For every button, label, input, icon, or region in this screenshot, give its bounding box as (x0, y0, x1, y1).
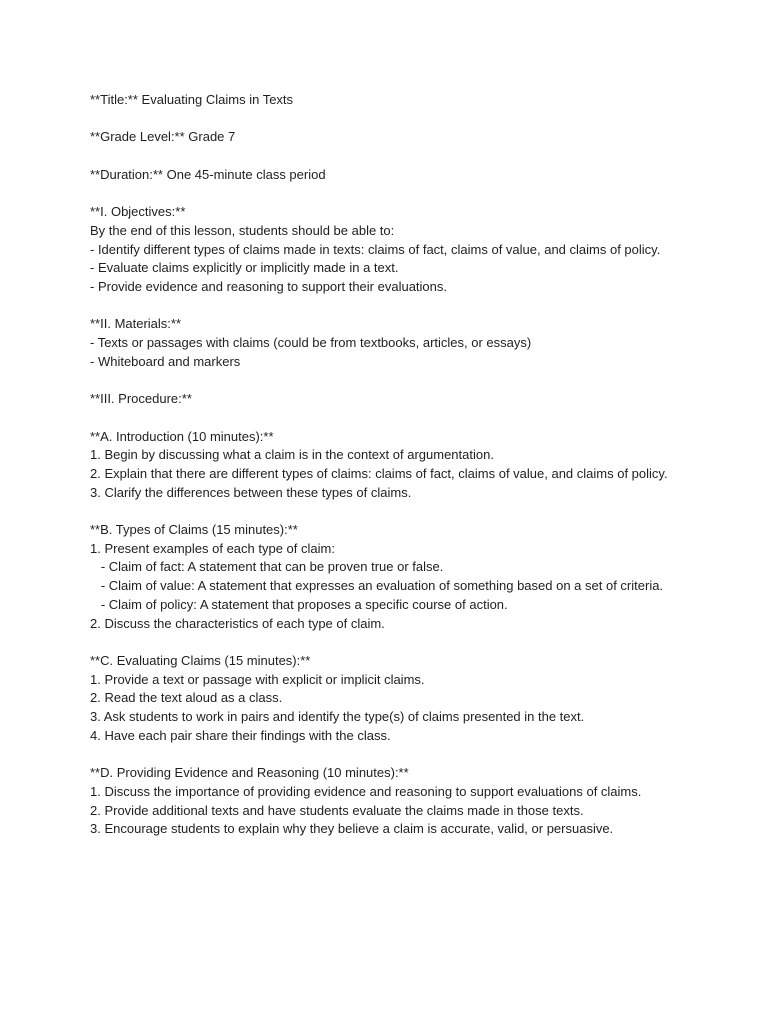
spacer (90, 502, 700, 521)
procedure-step: 1. Discuss the importance of providing evidence and reasoning to support evaluations of claims. (90, 783, 642, 799)
procedure-step: - Claim of value: A statement that expresses an evaluation of something based on a set of criteria. (90, 578, 664, 594)
grade-level-line: **Grade Level:** Grade 7 (90, 129, 236, 145)
spacer (90, 745, 700, 764)
duration-line: **Duration:** One 45-minute class period (90, 166, 326, 182)
procedure-step: 1. Begin by discussing what a claim is in the context of argumentation. (90, 447, 494, 463)
procedure-step: 2. Explain that there are different types of claims: claims of fact, claims of value, and claims of policy. (90, 465, 668, 481)
section-b-heading: **B. Types of Claims (15 minutes):** (90, 522, 298, 538)
material-item: - Texts or passages with claims (could be from textbooks, articles, or essays) (90, 335, 532, 351)
procedure-section-b (90, 521, 700, 633)
spacer (90, 110, 700, 129)
materials-heading: **II. Materials:** (90, 316, 182, 332)
procedure-step: 2. Provide additional texts and have students evaluate the claims made in those texts. (90, 802, 584, 818)
spacer (90, 371, 700, 390)
procedure-step: - Claim of policy: A statement that proposes a specific course of action. (90, 596, 508, 612)
procedure-step: 3. Ask students to work in pairs and identify the type(s) of claims presented in the text. (90, 709, 585, 725)
spacer (90, 147, 700, 166)
procedure-section-a (90, 428, 700, 503)
objective-item: - Identify different types of claims made in texts: claims of fact, claims of value, and claims of policy. (90, 241, 661, 257)
procedure-section-c (90, 652, 700, 746)
procedure-step: 3. Encourage students to explain why they believe a claim is accurate, valid, or persuasive. (90, 821, 614, 837)
objectives-section (90, 203, 700, 297)
section-c-heading: **C. Evaluating Claims (15 minutes):** (90, 652, 311, 668)
spacer (90, 184, 700, 203)
objective-item: - Evaluate claims explicitly or implicitly made in a text. (90, 260, 399, 276)
title-line: **Title:** Evaluating Claims in Texts (90, 92, 294, 107)
section-a-heading: **A. Introduction (10 minutes):** (90, 428, 274, 444)
lesson-plan-document (90, 91, 700, 839)
procedure-section-d (90, 764, 700, 839)
procedure-step: 2. Discuss the characteristics of each type of claim. (90, 615, 385, 631)
objectives-heading: **I. Objectives:** (90, 204, 186, 220)
procedure-step: 4. Have each pair share their findings with the class. (90, 727, 391, 743)
spacer (90, 633, 700, 652)
procedure-step: 1. Provide a text or passage with explicit or implicit claims. (90, 671, 425, 687)
procedure-step: - Claim of fact: A statement that can be proven true or false. (90, 559, 444, 575)
objective-item: - Provide evidence and reasoning to support their evaluations. (90, 278, 447, 294)
material-item: - Whiteboard and markers (90, 353, 241, 369)
procedure-step: 3. Clarify the differences between these types of claims. (90, 484, 412, 500)
section-d-heading: **D. Providing Evidence and Reasoning (10 minutes):** (90, 765, 409, 781)
spacer (90, 409, 700, 428)
procedure-heading: **III. Procedure:** (90, 391, 192, 407)
spacer (90, 297, 700, 316)
objectives-intro: By the end of this lesson, students should be able to: (90, 222, 395, 238)
materials-section (90, 315, 700, 371)
procedure-step: 2. Read the text aloud as a class. (90, 690, 283, 706)
procedure-step: 1. Present examples of each type of claim: (90, 540, 335, 556)
